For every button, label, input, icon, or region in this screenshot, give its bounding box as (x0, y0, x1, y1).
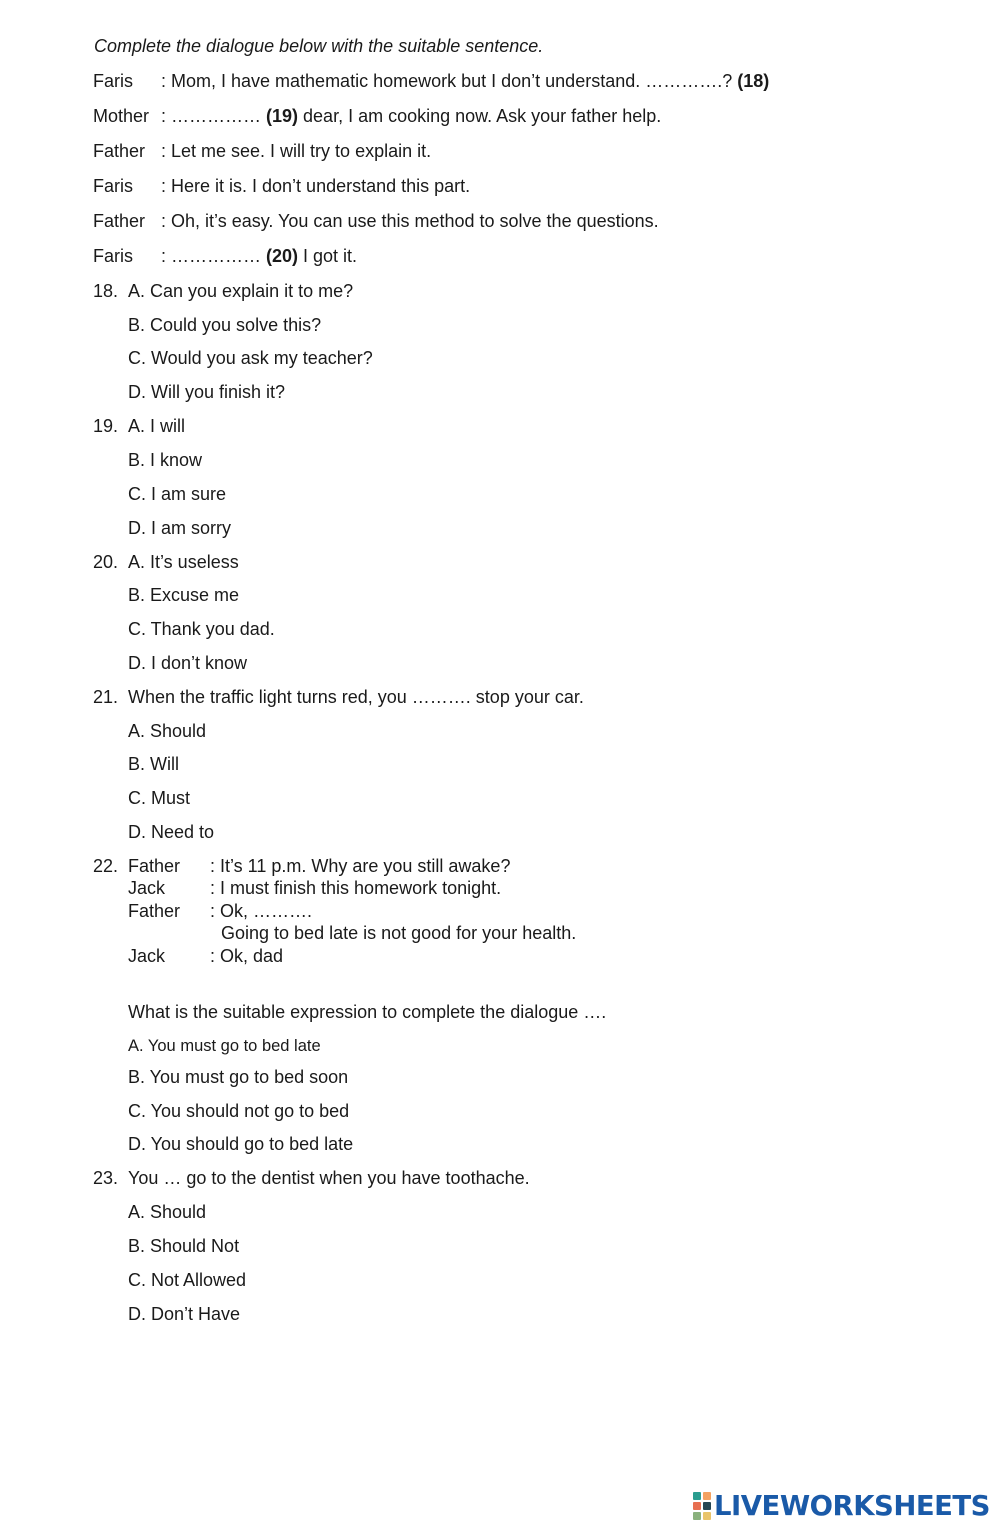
dialogue-line: Going to bed late is not good for your health. (221, 923, 577, 943)
option-d[interactable]: D. I am sorry (128, 518, 232, 538)
dialogue-line: : Let me see. I will try to explain it. (161, 141, 432, 161)
dialogue-line: : …………… (19) dear, I am cooking now. Ask your father help. (161, 106, 662, 126)
logo-text: LIVEWORKSHEETS (714, 1490, 990, 1522)
dialogue-line: : Oh, it’s easy. You can use this method to solve the questions. (161, 211, 659, 231)
option-a[interactable]: A. Can you explain it to me? (128, 281, 354, 301)
option-d[interactable]: D. I don’t know (128, 653, 248, 673)
question-number: 23. (93, 1168, 119, 1188)
option-d[interactable]: D. Need to (128, 822, 215, 842)
option-a[interactable]: A. It’s useless (128, 552, 239, 572)
option-a[interactable]: A. You must go to bed late (128, 1037, 321, 1055)
dialogue-line: : Ok, dad (210, 946, 284, 966)
dialogue-line: : Mom, I have mathematic homework but I don’t understand. ………….? (18) (161, 71, 770, 91)
option-b[interactable]: B. Will (128, 754, 179, 774)
option-b[interactable]: B. Should Not (128, 1236, 240, 1256)
option-d[interactable]: D. You should go to bed late (128, 1134, 354, 1154)
liveworksheets-logo (693, 1488, 989, 1524)
question-number: 19. (93, 416, 119, 436)
option-a[interactable]: A. I will (128, 416, 186, 436)
question-number: 22. (93, 856, 119, 876)
dialogue-speaker: Faris (93, 246, 133, 266)
option-b[interactable]: B. You must go to bed soon (128, 1067, 349, 1087)
dialogue-speaker: Father (93, 141, 146, 161)
dialogue-speaker: Father (128, 856, 181, 876)
option-a[interactable]: A. Should (128, 721, 207, 741)
question-number: 21. (93, 687, 119, 707)
question-number: 18. (93, 281, 119, 301)
dialogue-line: : …………… (20) I got it. (161, 246, 358, 266)
dialogue-speaker: Faris (93, 176, 133, 196)
option-c[interactable]: C. You should not go to bed (128, 1101, 350, 1121)
option-b[interactable]: B. Could you solve this? (128, 315, 322, 335)
dialogue-speaker: Father (93, 211, 146, 231)
option-a[interactable]: A. Should (128, 1202, 207, 1222)
option-d[interactable]: D. Don’t Have (128, 1304, 241, 1324)
option-c[interactable]: C. I am sure (128, 484, 227, 504)
option-b[interactable]: B. I know (128, 450, 203, 470)
option-c[interactable]: C. Not Allowed (128, 1270, 247, 1290)
question-stem: You … go to the dentist when you have toothache. (128, 1168, 530, 1188)
dialogue-speaker: Father (128, 901, 181, 921)
dialogue-line: : Ok, ………. (210, 901, 313, 921)
logo-mark-icon (693, 1492, 711, 1520)
dialogue-line: : I must finish this homework tonight. (210, 878, 502, 898)
instruction-text: Complete the dialogue below with the suitable sentence. (94, 36, 544, 56)
dialogue-speaker: Mother (93, 106, 150, 126)
dialogue-speaker: Faris (93, 71, 133, 91)
option-c[interactable]: C. Must (128, 788, 191, 808)
question-stem: What is the suitable expression to complete the dialogue …. (128, 1002, 607, 1022)
question-number: 20. (93, 552, 119, 572)
dialogue-speaker: Jack (128, 878, 166, 898)
option-d[interactable]: D. Will you finish it? (128, 382, 286, 402)
dialogue-line: : Here it is. I don’t understand this part. (161, 176, 471, 196)
dialogue-line: : It’s 11 p.m. Why are you still awake? (210, 856, 511, 876)
dialogue-speaker: Jack (128, 946, 166, 966)
option-c[interactable]: C. Would you ask my teacher? (128, 348, 373, 368)
option-c[interactable]: C. Thank you dad. (128, 619, 275, 639)
option-b[interactable]: B. Excuse me (128, 585, 240, 605)
question-stem: When the traffic light turns red, you ………. stop your car. (128, 687, 584, 707)
